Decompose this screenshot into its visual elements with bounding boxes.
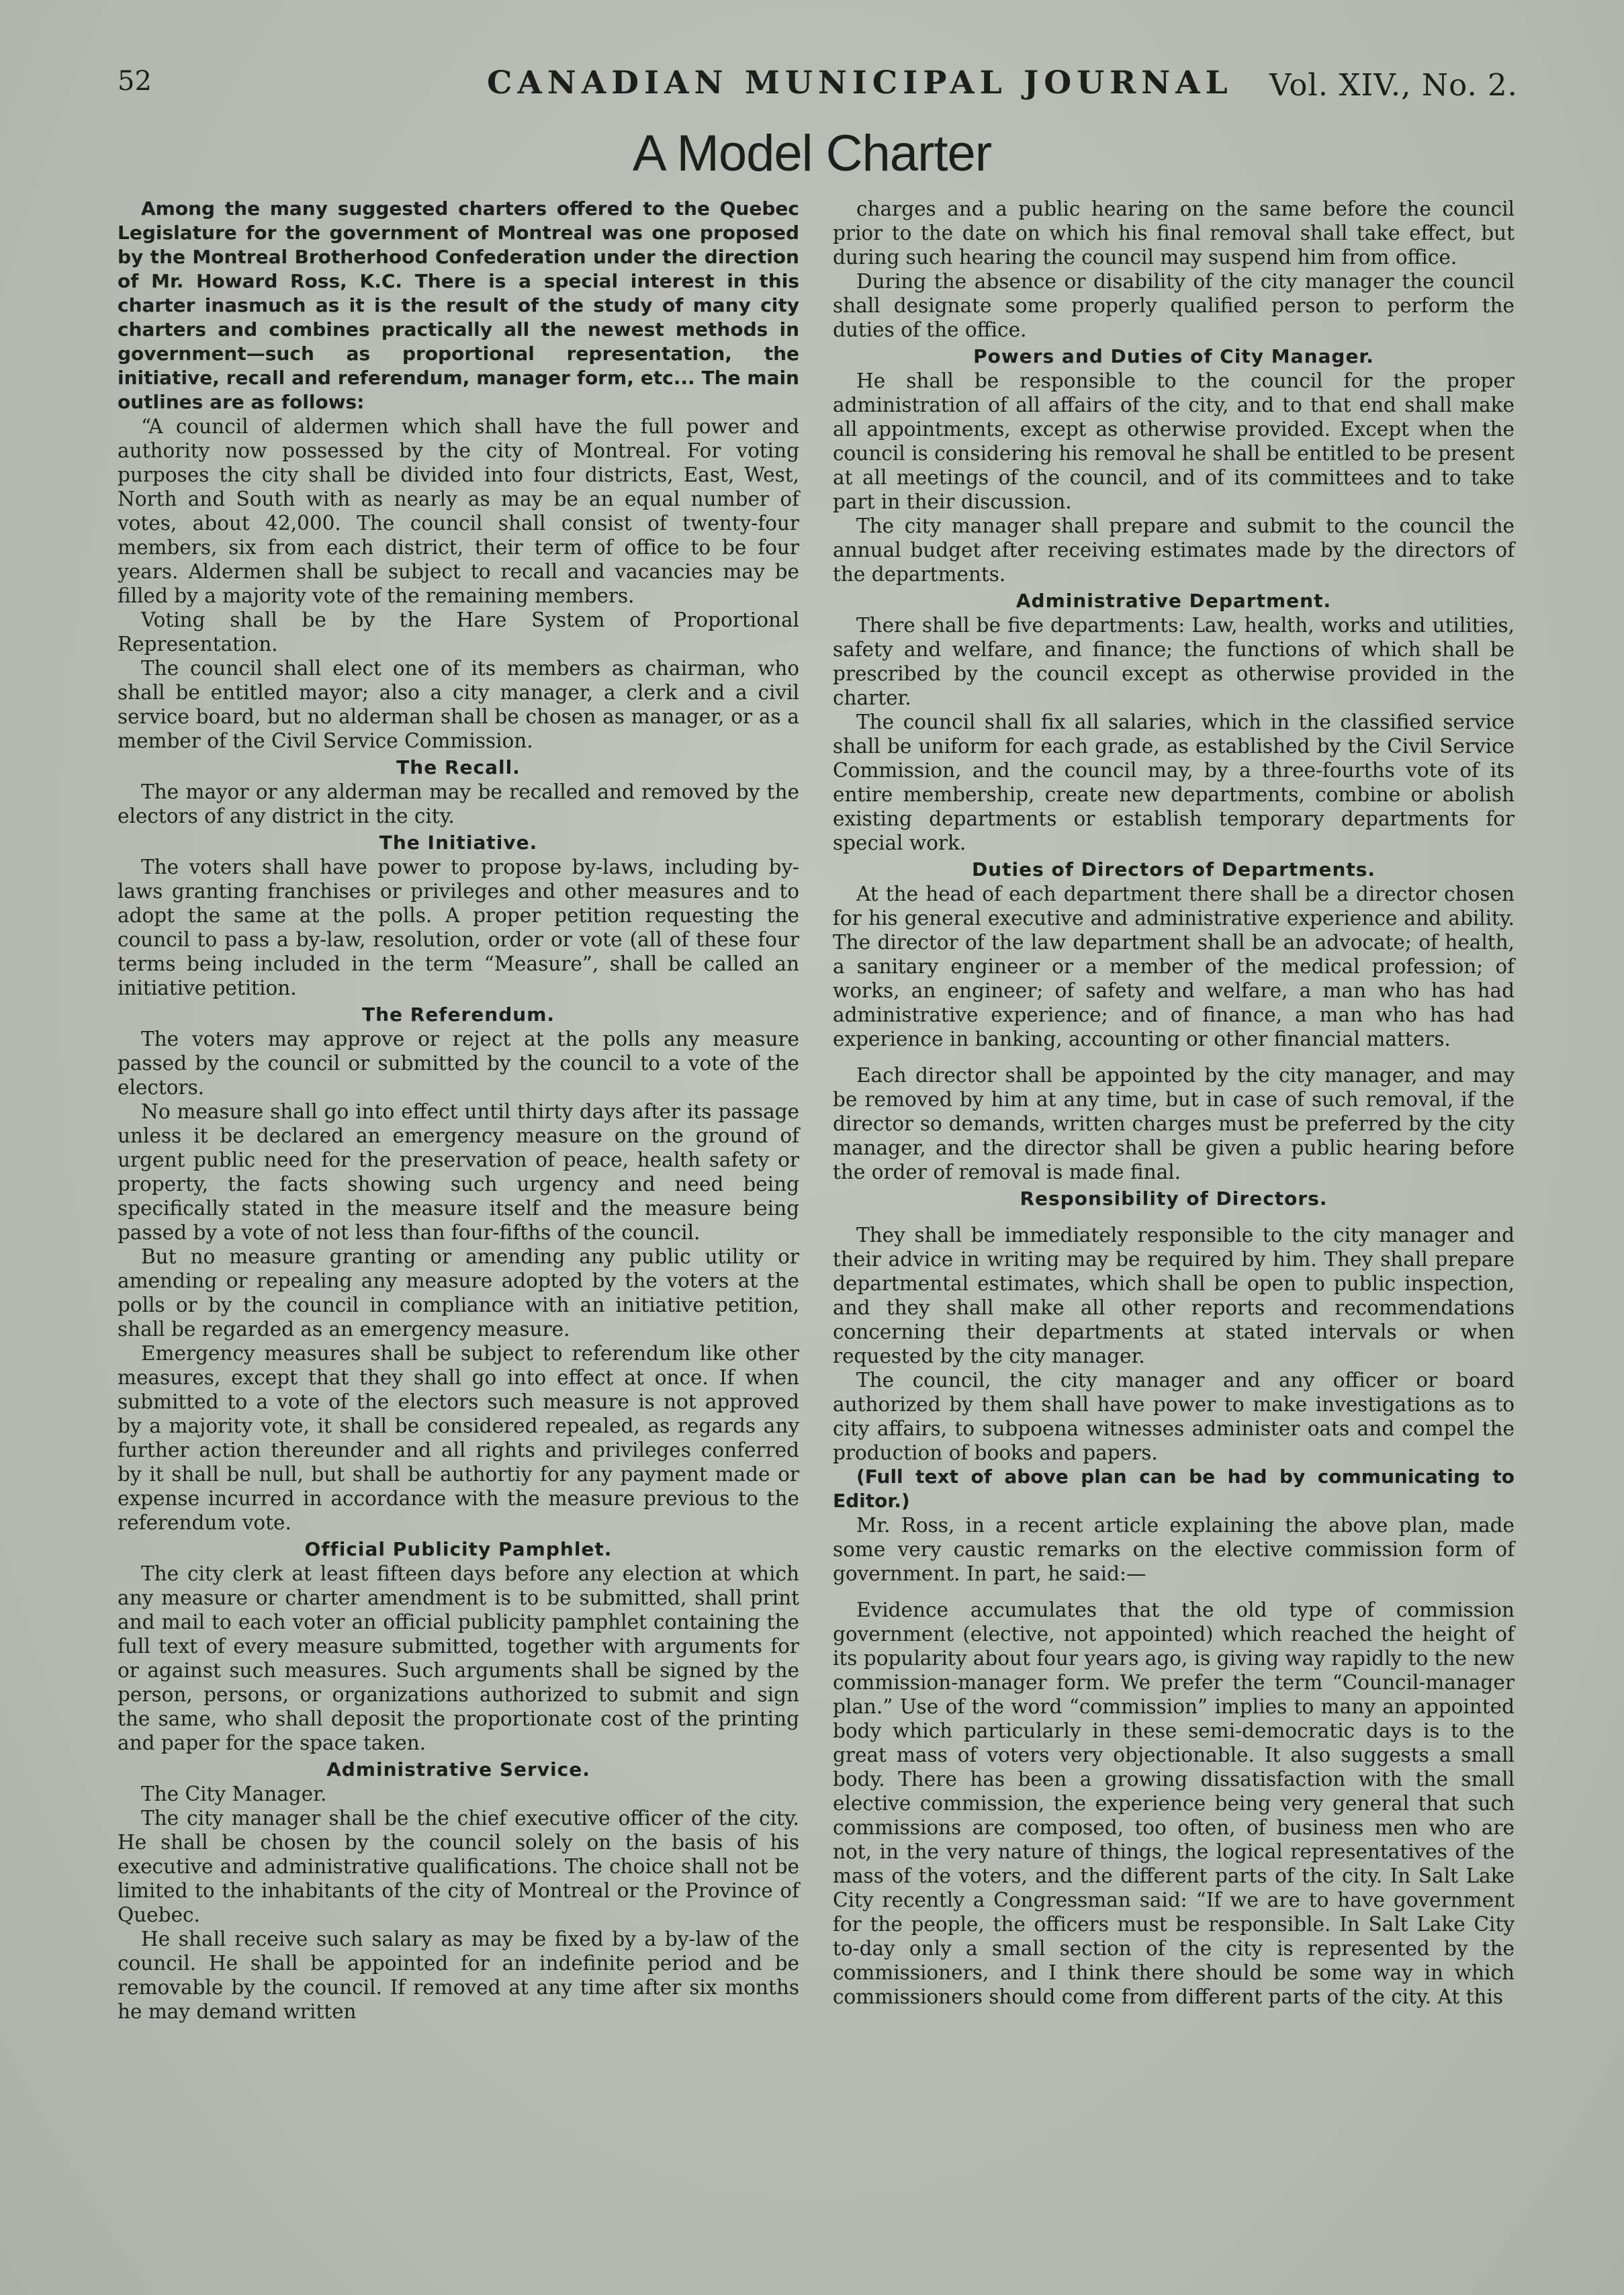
section-heading-admin-service: Administrative Service. (326, 1758, 590, 1781)
paragraph-gap (833, 1051, 1515, 1063)
section-heading-initiative: The Initiative. (379, 831, 538, 854)
paragraph: Each director shall be appointed by the city manager, and may be removed by him at any time, but in case of such removal, if the director so demands, written charges must be preferred by the city manager, and the director shall be given a public hearing before the order of removal is made final. (833, 1064, 1515, 1183)
paragraph: The council, the city manager and any officer or board authorized by them shall have power to make investigations as to city affairs, to subpoena witnesses administer oats and compel the production of books and papers. (833, 1369, 1515, 1464)
paragraph: The City Manager. (141, 1783, 327, 1805)
paragraph: He shall be responsible to the council for the proper administration of all affairs of the city, and to that end shall make all appointments, except as otherwise provided. Except when the council is considering his removal he shall be entitled to be present at all meetings of the council, and of its committees and to take part in their discussion. (833, 369, 1515, 513)
paragraph: At the head of each department there shall be a director chosen for his general executive and administrative experience and ability. The director of the law department shall be an advocate; of health, a sanitary engineer or a member of the medical profession; of works, an engineer; of safety and welfare, a man who has had administrative experience; and of finance, a man who has had experience in banking, accounting or other financial matters. (833, 883, 1515, 1050)
paragraph: They shall be immediately responsible to the city manager and their advice in writing may be required by him. They shall prepare departmental estimates, which shall be open to public inspection, and they shall make all other reports and recommendations concerning their departments at stated intervals or when requested by the city manager. (833, 1224, 1515, 1367)
paragraph: The city manager shall prepare and submit to the council the annual budget after receiving estimates made by the directors of the departments. (833, 514, 1515, 586)
left-column (118, 197, 799, 2024)
paragraph: “A council of aldermen which shall have the full power and authority now possessed by the city of Montreal. For voting purposes the city shall be divided into four districts, East, West, North and South with as nearly as may be an equal number of votes, about 42,000. The council shall consist of twenty-four members, six from each district, their term of office to be four years. Aldermen shall be subject to recall and vacancies may be filled by a majority vote of the remaining members. (118, 415, 799, 607)
paragraph: During the absence or disability of the city manager the council shall designate some properly qualified person to perform the duties of the office. (833, 270, 1515, 341)
paragraph: But no measure granting or amending any public utility or amending or repealing any measure adopted by the voters at the polls or by the council in compliance with an initiative petition, shall be regarded as an emergency measure. (118, 1245, 799, 1341)
paragraph: The council shall elect one of its members as chairman, who shall be entitled mayor; also a city manager, a clerk and a civil service board, but no alderman shall be chosen as manager, or as a member of the Civil Service Commission. (118, 657, 799, 752)
section-heading-duties: Duties of Directors of Departments. (971, 858, 1376, 881)
paragraph-gap (833, 1211, 1515, 1223)
section-heading-recall: The Recall. (396, 756, 521, 778)
paragraph: The city clerk at least fifteen days before any election at which any measure or charter amendment is to be submitted, shall print and mail to each voter an official publicity pamphlet containing the full text of every measure submitted, together with arguments for or against such measures. Such arguments shall be signed by the person, persons, or organizations authorized to submit and sign the same, who shall deposit the proportionate cost of the printing and paper for the space taken. (118, 1562, 799, 1754)
paragraph: The mayor or any alderman may be recalled and removed by the electors of any district in the city. (118, 780, 799, 827)
page-number: 52 (118, 66, 152, 97)
intro-paragraph: Among the many suggested charters offered to the Quebec Legislature for the government of Montreal was one proposed by the Montreal Brotherhood Confederation under the direction of Mr. Howard Ross, K.C. There is a special interest in this charter inasmuch as it is the result of the study of many city charters and combines practically all the newest methods in government—such as proportional representation, the initiative, recall and referendum, manager form, etc... The main outlines are as follows: (118, 197, 799, 413)
volume-issue: Vol. XIV., No. 2. (1269, 67, 1518, 103)
section-heading-referendum: The Referendum. (361, 1003, 555, 1026)
paragraph: The voters may approve or reject at the polls any measure passed by the council or submitted by the council to a vote of the electors. (118, 1028, 799, 1099)
right-column (833, 197, 1515, 2009)
paragraph: Emergency measures shall be subject to referendum like other measures, except that they shall go into effect at once. If when submitted to a vote of the electors such measure is not approved by a majority vote, it shall be considered repealed, as regards any further action thereunder and all rights and privileges conferred by it shall be null, but shall be authortiy for any payment made or expense incurred in accordance with the measure previous to the referendum vote. (118, 1342, 799, 1534)
section-heading-powers: Powers and Duties of City Manager. (973, 345, 1374, 367)
paragraph: Evidence accumulates that the old type of commission government (elective, not appointed) which reached the height of its popularity about four years ago, is giving way rapidly to the new commission-manager form. We prefer the term “Council-manager plan.” Use of the word “commission” implies to many an appointed body which particularly in these semi-democratic days is to the great mass of voters very objectionable. It also suggests a small body. There has been a growing dissatisfaction with the small elective commission, the experience being very general that such commissions are composed, too often, of business men who are not, in the very nature of things, the logical representatives of the mass of the voters, and the different parts of the city. In Salt Lake City recently a Congressman said: “If we are to have government for the people, the officers must be responsible. In Salt Lake City to-day only a small section of the city is represented by the commissioners, and I think there should be some way in which commissioners should come from different parts of the city. At this (833, 1599, 1515, 2008)
paragraph: He shall receive such salary as may be fixed by a by-law of the council. He shall be appointed for an indefinite period and be removable by the council. If removed at any time after six months he may demand written (118, 1928, 799, 2023)
editor-note: (Full text of above plan can be had by communicating to Editor.) (833, 1466, 1515, 1512)
section-heading-admin-department: Administrative Department. (1016, 590, 1332, 612)
journal-title: CANADIAN MUNICIPAL JOURNAL (487, 64, 1233, 101)
article-title: A Model Charter (632, 125, 992, 182)
section-heading-responsibility: Responsibility of Directors. (1020, 1187, 1328, 1210)
paragraph: There shall be five departments: Law, health, works and utilities, safety and welfare, and finance; the functions of which shall be prescribed by the council except as otherwise provided in the charter. (833, 614, 1515, 709)
paragraph: No measure shall go into effect until thirty days after its passage unless it be declared an emergency measure on the ground of urgent public need for the preservation of peace, health safety or property, the facts showing such urgency and need being specifically stated in the measure itself and the measure being passed by a vote of not less than four-fifths of the council. (118, 1100, 799, 1244)
paragraph: The council shall fix all salaries, which in the classified service shall be uniform for each grade, as established by the Civil Service Commission, and the council may, by a three-fourths vote of its entire membership, create new departments, combine or abolish existing departments or establish temporary departments for special work. (833, 711, 1515, 854)
paragraph: The voters shall have power to propose by-laws, including by-laws granting franchises or privileges and other measures and to adopt the same at the polls. A proper petition requesting the council to pass a by-law, resolution, order or vote (all of these four terms being included in the term “Measure”, shall be called an initiative petition. (118, 856, 799, 999)
paragraph: Mr. Ross, in a recent article explaining the above plan, made some very caustic remarks on the elective commission form of government. In part, he said:— (833, 1514, 1515, 1585)
running-header (118, 62, 1518, 116)
paragraph: The city manager shall be the chief executive officer of the city. He shall be chosen by the council solely on the basis of his executive and administrative qualifications. The choice shall not be limited to the inhabitants of the city of Montreal or the Province of Quebec. (118, 1807, 799, 1926)
paragraph: Voting shall be by the Hare System of Proportional Representation. (118, 609, 799, 656)
paragraph: charges and a public hearing on the same before the council prior to the date on which his final removal shall take effect, but during such hearing the council may suspend him from office. (833, 197, 1515, 269)
section-heading-publicity: Official Publicity Pamphlet. (304, 1538, 613, 1560)
paragraph-gap (833, 1586, 1515, 1598)
